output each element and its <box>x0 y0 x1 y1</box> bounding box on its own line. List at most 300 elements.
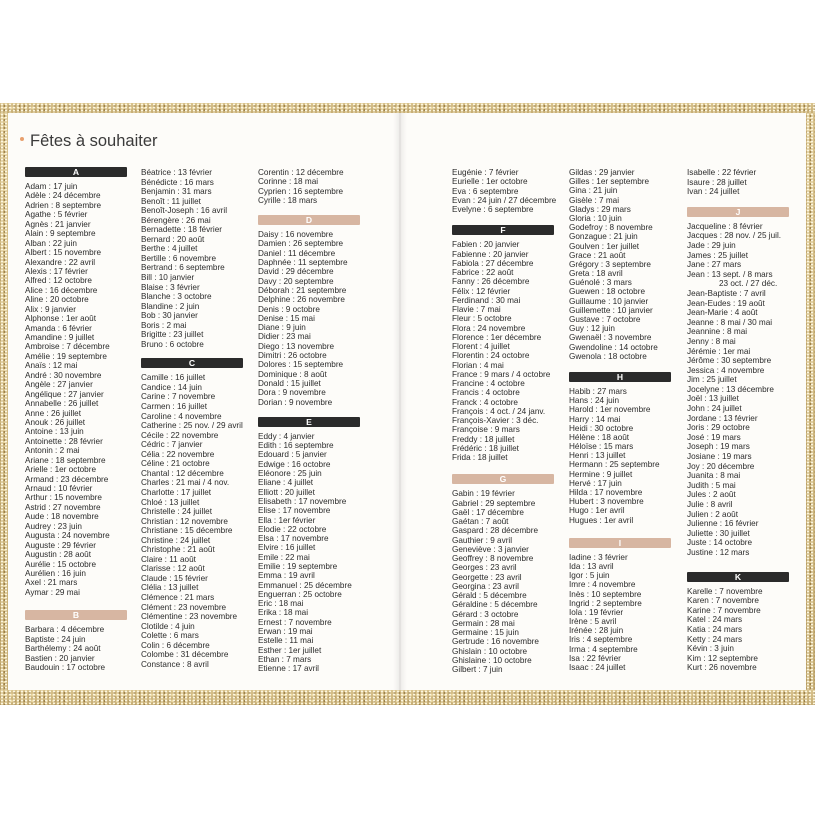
list-column-1 <box>25 167 127 672</box>
name-day-entry: Gladys : 29 mars <box>569 204 631 214</box>
name-day-entry: Kim : 12 septembre <box>687 653 758 663</box>
title-bullet-icon <box>20 137 24 141</box>
name-day-entry: Héloïse : 15 mars <box>569 442 634 452</box>
name-day-entry: Florentin : 24 octobre <box>452 351 530 361</box>
name-day-entry: Harold : 1er novembre <box>569 405 651 415</box>
name-day-entry: Colin : 6 décembre <box>141 640 210 650</box>
section-d <box>258 215 360 407</box>
name-day-entry: Fabrice : 22 août <box>452 268 514 277</box>
name-day-entry: Juanita : 8 mai <box>687 471 741 481</box>
name-day-entry: Claire : 11 août <box>141 554 196 564</box>
name-day-entry: Flavie : 7 mai <box>452 305 501 314</box>
name-day-entry: Corinne : 18 mai <box>258 177 319 187</box>
name-day-entry: Gustave : 7 octobre <box>569 315 641 324</box>
name-day-entry: Hilda : 17 novembre <box>569 488 643 497</box>
name-day-entry: Céline : 21 octobre <box>141 459 210 469</box>
name-day-entry: Guillemette : 10 janvier <box>569 305 653 315</box>
name-day-entry: Franck : 4 octobre <box>452 397 518 407</box>
name-day-entry: Gisèle : 7 mai <box>569 195 620 205</box>
name-day-entry: Clémentine : 23 novembre <box>141 612 238 622</box>
name-day-entry: Elvire : 16 juillet <box>258 543 316 553</box>
name-day-entry: Emilie : 19 septembre <box>258 561 338 571</box>
name-day-entry: Jean-Eudes : 19 août <box>687 298 765 308</box>
name-day-entry: Denis : 9 octobre <box>258 304 320 314</box>
name-day-entry: Germaine : 15 juin <box>452 628 519 637</box>
name-day-entry: Amandine : 9 juillet <box>25 333 95 342</box>
letter-header-c: C <box>141 358 243 368</box>
name-day-entry: Ethan : 7 mars <box>258 654 312 664</box>
name-day-entry: Fanny : 26 décembre <box>452 277 530 287</box>
name-day-entry: Dora : 9 novembre <box>258 388 326 398</box>
name-day-entry: Corentin : 12 décembre <box>258 168 344 177</box>
name-day-entry: Juste : 14 octobre <box>687 538 753 548</box>
name-day-entry: Alix : 9 janvier <box>25 304 76 314</box>
name-day-entry: Benjamin : 31 mars <box>141 187 212 197</box>
name-day-entry: Jean-Marie : 4 août <box>687 308 758 318</box>
name-day-entry: Erwan : 19 mai <box>258 627 313 637</box>
name-day-entry: Florent : 4 juillet <box>452 342 510 351</box>
name-day-entry: Goulven : 1er juillet <box>569 241 640 251</box>
letter-header-k: K <box>687 572 789 582</box>
name-day-entry: Hugues : 1er avril <box>569 515 634 525</box>
name-day-entry: Fleur : 5 octobre <box>452 314 512 324</box>
name-day-entry: Clotilde : 4 juin <box>141 621 195 631</box>
name-day-entry: Aurélien : 16 juin <box>25 568 86 578</box>
name-day-entry: Béatrice : 13 février <box>141 168 212 177</box>
name-day-entry: Françoise : 9 mars <box>452 425 520 435</box>
name-day-entry: Evelyne : 6 septembre <box>452 205 534 214</box>
name-day-entry: Justine : 12 mars <box>687 547 750 557</box>
name-day-entry: Clémence : 21 mars <box>141 592 215 602</box>
name-day-entry: Alfred : 12 octobre <box>25 276 92 286</box>
name-day-entry: Antoinette : 28 février <box>25 436 103 446</box>
name-day-entry: Judith : 5 mai <box>687 480 736 490</box>
name-day-entry: Gaël : 17 décembre <box>452 507 524 517</box>
name-day-entry: Ella : 1er février <box>258 515 316 525</box>
name-day-entry: Arielle : 1er octobre <box>25 465 96 475</box>
name-day-entry: Gonzague : 21 juin <box>569 232 638 242</box>
name-day-entry: Edouard : 5 janvier <box>258 450 327 460</box>
name-day-entry: Bernadette : 18 février <box>141 225 223 235</box>
name-day-entry: Eléonore : 25 juin <box>258 469 322 479</box>
name-day-entry: Hélène : 18 août <box>569 432 630 442</box>
name-day-entry: Karen : 7 novembre <box>687 596 759 606</box>
name-day-entry: Eva : 6 septembre <box>452 186 519 196</box>
name-day-entry: Cécile : 22 novembre <box>141 430 219 440</box>
name-day-entry: Blaise : 3 février <box>141 282 200 292</box>
name-day-entry: Eric : 18 mai <box>258 599 304 609</box>
name-day-entry: Davy : 20 septembre <box>258 276 334 286</box>
name-day-entry: Eurielle : 1er octobre <box>452 177 528 187</box>
name-day-entry: Germain : 28 mai <box>452 618 515 628</box>
section-h <box>569 372 671 525</box>
section-continued <box>258 168 360 205</box>
section-i <box>569 538 671 672</box>
name-day-entry: Hans : 24 juin <box>569 396 620 406</box>
name-day-entry: Diego : 13 novembre <box>258 341 335 351</box>
name-day-entry: Diane : 9 juin <box>258 323 306 333</box>
name-day-entry: Jean-Baptiste : 7 avril <box>687 288 766 298</box>
letter-header-b: B <box>25 610 127 620</box>
name-day-entry: Gertrude : 16 novembre <box>452 637 539 647</box>
name-day-entry: Frida : 18 juillet <box>452 453 508 462</box>
name-day-entry: Irénée : 28 juin <box>569 626 624 636</box>
name-day-entry: Baptiste : 24 juin <box>25 634 86 644</box>
name-day-entry: Adrien : 8 septembre <box>25 200 102 210</box>
name-day-entry: John : 24 juillet <box>687 404 742 414</box>
name-day-entry: Gilles : 1er septembre <box>569 177 650 187</box>
name-day-entry: Julienne : 16 février <box>687 519 759 529</box>
name-day-entry: Bruno : 6 octobre <box>141 339 204 349</box>
name-day-entry: Enguerran : 25 octobre <box>258 589 342 599</box>
name-day-entry: Géraldine : 5 décembre <box>452 600 538 610</box>
name-day-entry: Jessica : 4 novembre <box>687 365 765 375</box>
section-continued <box>141 168 243 349</box>
page-spine <box>393 113 407 690</box>
name-day-entry: James : 25 juillet <box>687 250 748 260</box>
name-day-entry: Ernest : 7 novembre <box>258 617 332 627</box>
name-day-entry: Aude : 18 novembre <box>25 512 99 522</box>
list-column-3 <box>258 168 360 674</box>
name-day-entry: Adèle : 24 décembre <box>25 191 101 201</box>
name-day-entry: Arthur : 15 novembre <box>25 493 102 503</box>
name-day-entry: Cédric : 7 janvier <box>141 440 203 450</box>
name-day-entry: Augustin : 28 août <box>25 550 92 560</box>
name-day-entry: Hubert : 3 novembre <box>569 497 644 507</box>
name-day-entry: Isabelle : 22 février <box>687 168 757 177</box>
name-day-entry: Ivan : 24 juillet <box>687 187 740 197</box>
name-day-entry: Eugénie : 7 février <box>452 168 519 177</box>
name-day-entry: André : 30 novembre <box>25 370 102 380</box>
section-k <box>687 572 789 673</box>
name-day-entry: Jeanne : 8 mai / 30 mai <box>687 317 773 327</box>
name-day-entry: Jeannine : 8 mai <box>687 327 748 337</box>
name-day-entry: Dolores : 15 septembre <box>258 360 344 370</box>
name-day-entry: Gwenaël : 3 novembre <box>569 333 652 343</box>
name-day-entry: Célia : 22 novembre <box>141 449 215 459</box>
name-day-entry: Elodie : 22 octobre <box>258 524 327 534</box>
name-day-entry: Fabiola : 27 décembre <box>452 258 534 268</box>
name-day-entry: Katel : 24 mars <box>687 615 743 625</box>
name-day-entry: Albert : 15 novembre <box>25 248 102 258</box>
name-day-entry: Bénédicte : 16 mars <box>141 177 214 187</box>
name-day-entry: Guénolé : 3 mars <box>569 278 632 288</box>
name-day-entry: José : 19 mars <box>687 432 741 442</box>
name-day-entry: Anouk : 26 juillet <box>25 417 86 427</box>
name-day-entry: Charlotte : 17 juillet <box>141 487 212 497</box>
gold-border-bottom <box>0 690 815 705</box>
name-day-entry: Imre : 4 novembre <box>569 580 636 590</box>
list-column-5 <box>569 168 671 672</box>
name-day-entry: Heidi : 30 octobre <box>569 423 634 433</box>
name-day-entry: Damien : 26 septembre <box>258 239 344 249</box>
name-day-entry: Barthélemy : 24 août <box>25 644 101 654</box>
name-day-entry: Jim : 25 juillet <box>687 375 737 385</box>
name-day-entry: Jules : 2 août <box>687 490 736 500</box>
name-day-entry: Alexandre : 22 avril <box>25 257 96 267</box>
name-day-entry: Guewen : 18 octobre <box>569 287 646 297</box>
name-day-entry: Gabin : 19 février <box>452 489 515 499</box>
name-day-entry: Chantal : 12 décembre <box>141 468 224 478</box>
name-day-entry: Emile : 22 mai <box>258 552 310 562</box>
letter-header-f: F <box>452 225 554 235</box>
name-day-entry: Ambroise : 7 décembre <box>25 342 110 352</box>
name-day-entry: Jacqueline : 8 février <box>687 221 763 231</box>
letter-header-g: G <box>452 474 554 484</box>
name-day-entry: Elsa : 17 novembre <box>258 534 329 544</box>
name-day-entry: Auguste : 29 février <box>25 540 96 550</box>
name-day-entry: Aurélie : 15 octobre <box>25 559 97 569</box>
name-day-entry: Joris : 29 octobre <box>687 423 750 433</box>
name-day-entry: Donald : 15 juillet <box>258 378 321 388</box>
gold-border-left <box>0 113 8 690</box>
name-day-entry: Harry : 14 mai <box>569 414 621 424</box>
name-day-entry: Carine : 7 novembre <box>141 392 216 402</box>
name-day-entry: Arnaud : 10 février <box>25 484 93 493</box>
name-day-entry: Agnès : 21 janvier <box>25 219 91 229</box>
name-day-entry: Astrid : 27 novembre <box>25 502 101 512</box>
name-day-entry: Annabelle : 26 juillet <box>25 399 99 409</box>
name-day-entry: David : 29 décembre <box>258 267 334 277</box>
section-continued <box>569 168 671 361</box>
gold-border-top <box>0 103 815 113</box>
name-day-entry: Evan : 24 juin / 27 décembre <box>452 195 557 205</box>
name-day-entry: Bernard : 20 août <box>141 234 205 244</box>
letter-header-i: I <box>569 538 671 548</box>
name-day-entry: Gabriel : 29 septembre <box>452 498 536 508</box>
name-day-entry: Antonin : 2 mai <box>25 446 80 456</box>
name-day-entry: Georges : 23 avril <box>452 563 517 573</box>
name-day-entry: Baudouin : 17 octobre <box>25 663 106 672</box>
name-day-entry: Greta : 18 avril <box>569 269 623 279</box>
name-day-entry: Bob : 30 janvier <box>141 311 198 321</box>
name-day-entry: Jane : 27 mars <box>687 260 742 270</box>
name-day-entry: Jacques : 28 nov. / 25 juil. <box>687 231 782 241</box>
name-day-entry: Bill : 10 janvier <box>141 273 195 283</box>
name-day-entry: Denise : 15 mai <box>258 313 315 323</box>
name-day-entry: Isaac : 24 juillet <box>569 663 626 672</box>
name-day-entry: Didier : 23 mai <box>258 332 311 342</box>
name-day-entry: Bertille : 6 novembre <box>141 253 217 263</box>
name-day-entry: Bérengère : 26 mai <box>141 215 211 225</box>
name-day-entry: Elisabeth : 17 novembre <box>258 496 347 506</box>
name-day-entry: Hervé : 17 juin <box>569 478 622 488</box>
name-day-entry: Irma : 4 septembre <box>569 644 638 654</box>
name-day-entry: Axel : 21 mars <box>25 578 78 588</box>
name-day-entry: Irène : 5 avril <box>569 617 617 627</box>
name-day-entry: Gilbert : 7 juin <box>452 665 503 674</box>
name-day-entry: Guy : 12 juin <box>569 324 615 334</box>
name-day-entry: Gérald : 5 décembre <box>452 591 527 600</box>
name-day-entry: Gloria : 10 juin <box>569 213 622 223</box>
name-day-entry: Estelle : 11 mai <box>258 636 314 646</box>
name-day-entry: Déborah : 21 septembre <box>258 285 347 295</box>
name-day-entry: Etienne : 17 avril <box>258 664 319 674</box>
name-day-entry: Boris : 2 mai <box>141 320 187 330</box>
name-day-entry: Agathe : 5 février <box>25 210 88 220</box>
name-day-entry: Constance : 8 avril <box>141 659 209 669</box>
name-day-entry: Christiane : 15 décembre <box>141 526 233 536</box>
name-day-entry: Claude : 15 février <box>141 573 208 583</box>
name-day-entry: Fabienne : 20 janvier <box>452 249 529 259</box>
section-b <box>25 610 127 672</box>
name-day-entry: Gina : 21 juin <box>569 186 618 196</box>
name-day-entry: Georgette : 23 avril <box>452 572 522 582</box>
name-day-entry: Inès : 10 septembre <box>569 589 642 599</box>
name-day-entry: Ferdinand : 30 mai <box>452 295 521 305</box>
name-day-entry: Jérôme : 30 septembre <box>687 356 772 366</box>
name-day-entry: Joseph : 19 mars <box>687 442 750 452</box>
name-day-entry: Flora : 24 novembre <box>452 323 526 333</box>
name-day-entry: Dorian : 9 novembre <box>258 397 333 407</box>
name-day-entry: Aline : 20 octobre <box>25 295 89 305</box>
name-day-entry: Charles : 21 mai / 4 nov. <box>141 478 230 488</box>
name-day-entry: Aymar : 29 mai <box>25 587 80 597</box>
name-day-entry: Eliane : 4 juillet <box>258 478 314 488</box>
name-day-entry: Gauthier : 9 avril <box>452 535 513 545</box>
name-day-entry: Julie : 8 avril <box>687 500 733 509</box>
name-day-entry: Cyrille : 18 mars <box>258 195 318 205</box>
name-day-entry: Augusta : 24 novembre <box>25 531 110 541</box>
name-day-entry: Christian : 12 novembre <box>141 516 228 526</box>
name-day-entry: Alexis : 17 février <box>25 266 88 276</box>
section-g <box>452 474 554 674</box>
name-day-entry: Julien : 2 août <box>687 509 738 519</box>
name-day-entry: Josiane : 19 mars <box>687 452 752 462</box>
name-day-entry: Henri : 13 juillet <box>569 451 626 461</box>
letter-header-a: A <box>25 167 127 177</box>
name-day-entry: Isaure : 28 juillet <box>687 177 747 187</box>
name-day-entry: Gaétan : 7 août <box>452 517 509 526</box>
name-day-entry: Erika : 18 mai <box>258 608 309 618</box>
name-day-entry: Karelle : 7 novembre <box>687 586 763 596</box>
name-day-entry: Gildas : 29 janvier <box>569 168 635 177</box>
name-day-entry: Francine : 4 octobre <box>452 379 525 388</box>
name-day-entry: Isa : 22 février <box>569 653 621 663</box>
name-day-entry: Igor : 5 juin <box>569 571 610 581</box>
name-day-entry: Dimitri : 26 octobre <box>258 351 327 361</box>
gold-border-right <box>806 113 815 690</box>
name-day-entry: Daphnée : 11 septembre <box>258 258 348 268</box>
name-day-entry: Eddy : 4 janvier <box>258 431 315 441</box>
name-day-entry: Jade : 29 juin <box>687 240 736 250</box>
name-day-entry: Anne : 26 juillet <box>25 408 81 418</box>
name-day-entry: Daisy : 16 novembre <box>258 230 334 240</box>
name-day-entry: Edwige : 16 octobre <box>258 459 331 469</box>
name-day-entry: Gwendoline : 14 octobre <box>569 342 658 352</box>
name-day-entry: Fabien : 20 janvier <box>452 240 520 250</box>
name-day-entry: France : 9 mars / 4 octobre <box>452 369 551 379</box>
name-day-entry: Camille : 16 juillet <box>141 373 206 383</box>
name-day-entry: Kurt : 26 novembre <box>687 663 757 673</box>
name-day-entry: Armand : 23 décembre <box>25 474 109 484</box>
name-day-entry: Jean : 13 sept. / 8 mars <box>687 269 773 279</box>
name-day-entry: Hermann : 25 septembre <box>569 460 660 470</box>
name-day-entry: Jordane : 13 février <box>687 413 758 423</box>
name-day-entry: Ingrid : 2 septembre <box>569 598 642 608</box>
name-day-entry: Grace : 21 août <box>569 250 626 260</box>
name-day-entry: Brigitte : 23 juillet <box>141 330 204 340</box>
name-day-entry: Blanche : 3 octobre <box>141 292 212 302</box>
name-day-entry: Gwenola : 18 octobre <box>569 351 647 361</box>
list-column-6 <box>687 168 789 673</box>
name-day-entry: Amélie : 19 septembre <box>25 351 107 361</box>
name-day-entry: Blandine : 2 juin <box>141 301 200 311</box>
name-day-entry: Grégory : 3 septembre <box>569 259 651 269</box>
name-day-entry: Hugo : 1er avril <box>569 506 625 516</box>
name-day-entry: Florian : 4 mai <box>452 360 504 370</box>
section-f <box>452 225 554 462</box>
name-day-entry: Candice : 14 juin <box>141 382 202 392</box>
name-day-entry: Colette : 6 mars <box>141 631 199 641</box>
section-a <box>25 167 127 597</box>
name-day-entry: Caroline : 4 novembre <box>141 411 222 421</box>
name-day-entry: Benoît : 11 juillet <box>141 196 201 206</box>
name-day-entry: Iris : 4 septembre <box>569 635 633 645</box>
name-day-entry: François-Xavier : 3 déc. <box>452 416 539 425</box>
name-day-entry: Godefroy : 8 novembre <box>569 223 653 233</box>
name-day-entry: Ghislaine : 10 octobre <box>452 655 532 665</box>
name-day-entry: Emma : 19 avril <box>258 571 315 581</box>
name-day-entry: Alban : 22 juin <box>25 238 77 248</box>
letter-header-j: J <box>687 207 789 217</box>
name-day-entry: Ketty : 24 mars <box>687 634 743 644</box>
name-day-entry: Elliott : 20 juillet <box>258 487 315 497</box>
section-continued <box>687 168 789 197</box>
name-day-entry: Hermine : 9 juillet <box>569 469 633 479</box>
name-day-entry: Clarisse : 12 août <box>141 564 205 574</box>
name-day-entry: Daniel : 11 décembre <box>258 248 336 258</box>
name-day-entry: Geoffrey : 8 novembre <box>452 554 534 563</box>
name-day-entry: Bertrand : 6 septembre <box>141 263 225 273</box>
name-day-entry: Edith : 16 septembre <box>258 441 334 451</box>
name-day-entry: Joël : 13 juillet <box>687 394 739 404</box>
name-day-entry: François : 4 oct. / 24 janv. <box>452 406 546 416</box>
name-day-entry: Christophe : 21 août <box>141 545 215 555</box>
name-day-entry: Chloé : 13 juillet <box>141 497 200 507</box>
page-title: Fêtes à souhaiter <box>30 132 158 150</box>
name-day-entry: Frédéric : 18 juillet <box>452 443 519 453</box>
name-day-entry: Angèle : 27 janvier <box>25 380 93 390</box>
name-day-entry: Berthe : 4 juillet <box>141 244 198 254</box>
name-day-entry: Gérard : 3 octobre <box>452 609 519 619</box>
name-day-entry: Guillaume : 10 janvier <box>569 296 649 306</box>
name-day-entry: Alphonse : 1er août <box>25 314 97 324</box>
name-day-entry: Alice : 16 décembre <box>25 285 98 295</box>
name-day-entry: Gaspard : 28 décembre <box>452 526 539 536</box>
name-day-entry: Angélique : 27 janvier <box>25 389 104 399</box>
name-day-entry: Adam : 17 juin <box>25 182 78 191</box>
name-day-entry: Georgina : 23 avril <box>452 581 519 591</box>
name-day-entry: Audrey : 23 juin <box>25 521 82 531</box>
list-column-4 <box>452 168 557 674</box>
name-day-entry: Habib : 27 mars <box>569 386 627 396</box>
name-day-entry: Delphine : 26 novembre <box>258 295 345 305</box>
name-day-entry: Iola : 19 février <box>569 607 624 617</box>
name-day-entry: Amanda : 6 février <box>25 323 92 333</box>
name-day-entry: Clélia : 13 juillet <box>141 583 199 593</box>
name-day-entry: Antoine : 13 juin <box>25 427 84 437</box>
name-day-entry: Geneviève : 3 janvier <box>452 544 529 554</box>
name-day-entry: Jenny : 8 mai <box>687 336 736 346</box>
letter-header-h: H <box>569 372 671 382</box>
section-e <box>258 417 360 674</box>
name-day-entry: Colombe : 31 décembre <box>141 650 229 660</box>
name-day-entry: Catherine : 25 nov. / 29 avril <box>141 421 243 431</box>
name-day-entry: Alain : 9 septembre <box>25 229 96 239</box>
list-column-2 <box>141 168 243 669</box>
name-day-entry: Cyprien : 16 septembre <box>258 186 344 196</box>
